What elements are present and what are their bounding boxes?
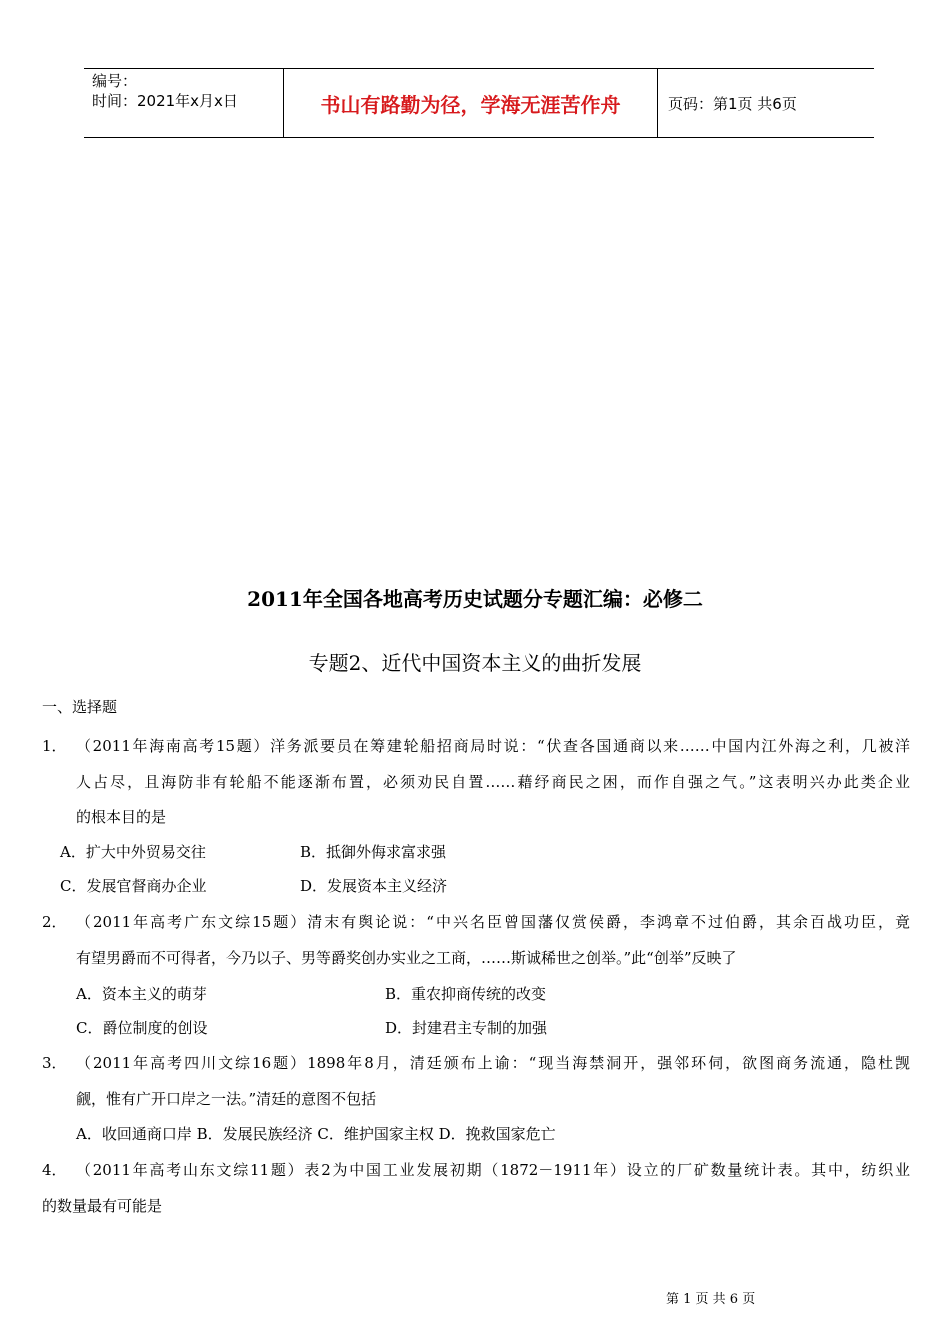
section-heading: 一、选择题 [42, 698, 118, 716]
document-title: 2011年全国各地高考历史试题分专题汇编：必修二 [247, 587, 703, 611]
question-text-line: （2011年海南高考15题）洋务派要员在筹建轮船招商局时说：“伏查各国通商以来……中国内江外海之利，几被洋 [76, 737, 910, 755]
question-text-line: 觎，惟有广开口岸之一法。”清廷的意图不包括 [76, 1090, 377, 1108]
header-table [84, 68, 874, 138]
page-label: 页码：第1页 共6页 [668, 94, 797, 113]
question-text-line: （2011年高考山东文综11题）表2为中国工业发展初期（1872－1911年）设立的厂矿数量统计表。其中，纺织业 [76, 1161, 910, 1179]
option-b: B．重农抑商传统的改变 [385, 985, 547, 1003]
options-line: A．收回通商口岸 B．发展民族经济 C．维护国家主权 D．挽救国家危亡 [76, 1125, 556, 1143]
question-text-line: 的根本目的是 [76, 808, 167, 826]
question-number: 4． [42, 1161, 67, 1179]
number-label: 编号： [92, 72, 138, 90]
option-c: C．爵位制度的创设 [76, 1019, 208, 1037]
motto: 书山有路勤为径，学海无涯苦作舟 [284, 69, 658, 137]
question-text-line: 人占尽，且海防非有轮船不能逐渐布置，必须劝民自置……藉纾商民之困，而作自强之气。”这表明兴办此类企业 [76, 773, 910, 791]
question-number: 1． [42, 737, 67, 755]
question-text-line: 的数量最有可能是 [42, 1197, 163, 1215]
option-a: A．资本主义的萌芽 [76, 985, 207, 1003]
question-number: 2． [42, 913, 67, 931]
question-number: 3． [42, 1054, 67, 1072]
option-d: D．封建君主专制的加强 [385, 1019, 548, 1037]
header-info-cell [84, 69, 284, 137]
time-label: 时间：2021年x月x日 [92, 92, 238, 110]
document-subtitle: 专题2、近代中国资本主义的曲折发展 [308, 651, 642, 675]
question-text-line: （2011年高考广东文综15题）清末有舆论说：“中兴名臣曾国藩仅赏侯爵，李鸿章不过伯爵，其余百战功臣，竟 [76, 913, 910, 931]
option-b: B．抵御外侮求富求强 [300, 843, 447, 861]
option-c: C．发展官督商办企业 [60, 877, 207, 895]
question-text-line: 有望男爵而不可得者，今乃以子、男等爵奖创办实业之工商，……斯诚稀世之创举。”此“创举”反映了 [76, 949, 737, 967]
option-d: D．发展资本主义经济 [300, 877, 448, 895]
question-text-line: （2011年高考四川文综16题）1898年8月，清廷颁布上谕：“现当海禁洞开，强邻环伺，欲图商务流通，隐杜觊 [76, 1054, 910, 1072]
option-a: A．扩大中外贸易交往 [60, 843, 206, 861]
page-footer: 第 1 页 共 6 页 [666, 1292, 756, 1307]
